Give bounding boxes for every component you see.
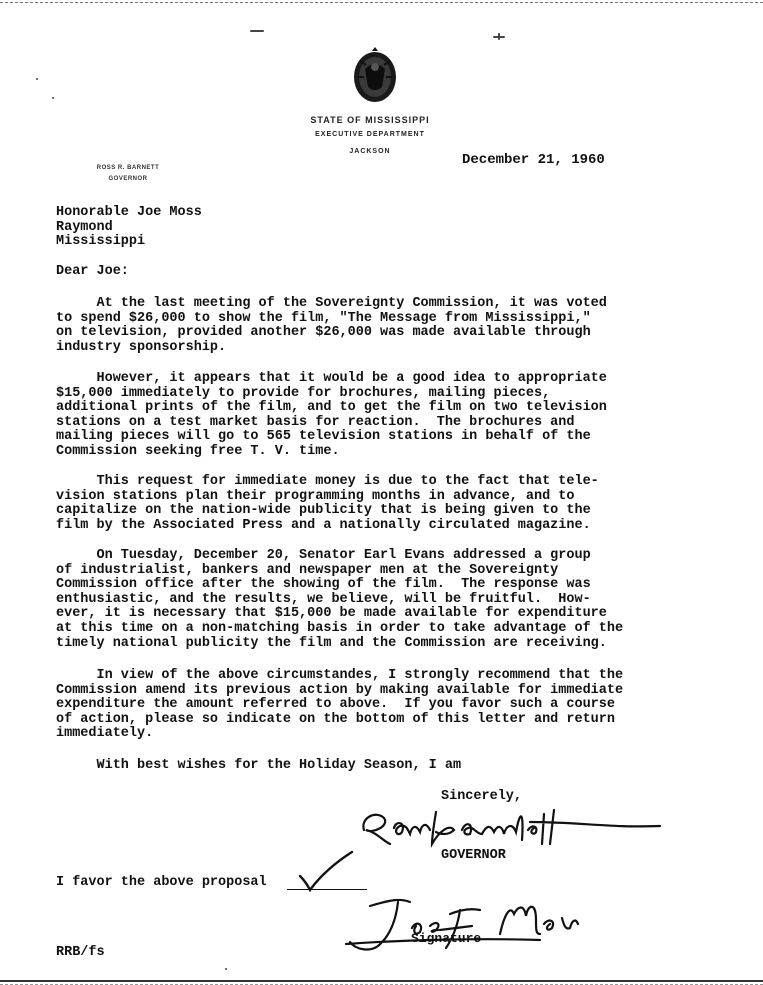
paragraph-line: immediately.	[56, 726, 154, 742]
paragraph-line: ever, it is necessary that $15,000 be made available for expenditure	[56, 606, 607, 622]
paragraph-line: Commission amend its previous action by making available for immediate	[56, 682, 624, 698]
state-seal-icon	[352, 47, 398, 103]
closing-wish: With best wishes for the Holiday Season, I am	[56, 758, 462, 773]
paragraph-line: of industrialist, bankers and newspaper men at the Sovereignty	[56, 562, 559, 578]
governor-signature-icon	[350, 800, 670, 850]
paragraph-line: enthusiastic, and the results, we believe, will be fruitful. How-	[56, 591, 591, 607]
sincerely: Sincerely,	[441, 789, 523, 804]
address-line-3: Mississippi	[56, 234, 146, 249]
paragraph-line: However, it appears that it would be a good idea to appropriate	[56, 371, 607, 386]
paragraph-line: $15,000 immediately to provide for brochures, mailing pieces,	[56, 385, 551, 401]
governor-name: ROSS R. BARNETT	[96, 165, 160, 171]
ink-speck	[225, 968, 227, 970]
favor-proposal-label: I favor the above proposal	[56, 875, 267, 890]
letterhead-department: EXECUTIVE DEPARTMENT	[315, 131, 425, 138]
paragraph-line: to spend $26,000 to show the film, "The Message from Mississippi,"	[56, 310, 591, 326]
signer-title: GOVERNOR	[441, 848, 506, 863]
paragraph-line: additional prints of the film, and to get the film on two television	[56, 400, 607, 416]
address-line-2: Raymond	[56, 220, 113, 235]
paragraph-line: of action, please so indicate on the bottom of this letter and return	[56, 711, 615, 727]
paragraph-line: capitalize on the nation-wide publicity that is being given to the	[56, 503, 591, 519]
checkmark-icon	[296, 850, 356, 892]
ink-speck	[36, 78, 38, 80]
paragraph-line: film by the Associated Press and a nationally circulated magazine.	[56, 517, 591, 533]
paragraph-line: industry sponsorship.	[56, 339, 227, 355]
ink-speck	[498, 33, 500, 40]
paragraph-line: This request for immediate money is due to the fact that tele-	[56, 474, 599, 489]
signature-label: Signature	[411, 931, 482, 946]
letterhead-city: JACKSON	[349, 148, 391, 155]
governor-title: GOVERNOR	[108, 176, 148, 182]
address-line-1: Honorable Joe Moss	[56, 205, 202, 220]
paragraph-line: Commission office after the showing of the film. The response was	[56, 577, 591, 593]
paragraph-line: expenditure the amount referred to above. If you favor such a course	[56, 697, 615, 713]
paragraph-line: mailing pieces will go to 565 television stations in behalf of the	[56, 429, 591, 445]
recipient-signature-icon	[340, 890, 620, 960]
salutation: Dear Joe:	[56, 264, 129, 279]
paragraph-line: On Tuesday, December 20, Senator Earl Evans addressed a group	[56, 548, 591, 563]
ink-speck	[250, 30, 264, 32]
paragraph-line: Commission seeking free T. V. time.	[56, 444, 340, 459]
paragraph-line: on television, provided another $26,000 was made available through	[56, 325, 591, 341]
letter-date: December 21, 1960	[462, 152, 605, 168]
top-perforation	[0, 2, 763, 3]
ink-speck	[52, 97, 54, 99]
bottom-rule	[0, 980, 763, 982]
letterhead-state: STATE OF MISSISSIPPI	[310, 115, 430, 125]
paragraph-line: timely national publicity the film and the Commission are receiving.	[56, 635, 607, 651]
paragraph-line: In view of the above circumstandes, I strongly recommend that the	[56, 668, 624, 683]
paragraph-line: stations on a test market basis for reaction. The brochures and	[56, 414, 575, 430]
paragraph-line: At the last meeting of the Sovereignty Commission, it was voted	[56, 296, 607, 311]
paragraph-line: vision stations plan their programming months in advance, and to	[56, 488, 575, 504]
typist-initials: RRB/fs	[56, 945, 105, 960]
paragraph-line: at this time on a non-matching basis in order to take advantage of the	[56, 621, 624, 636]
